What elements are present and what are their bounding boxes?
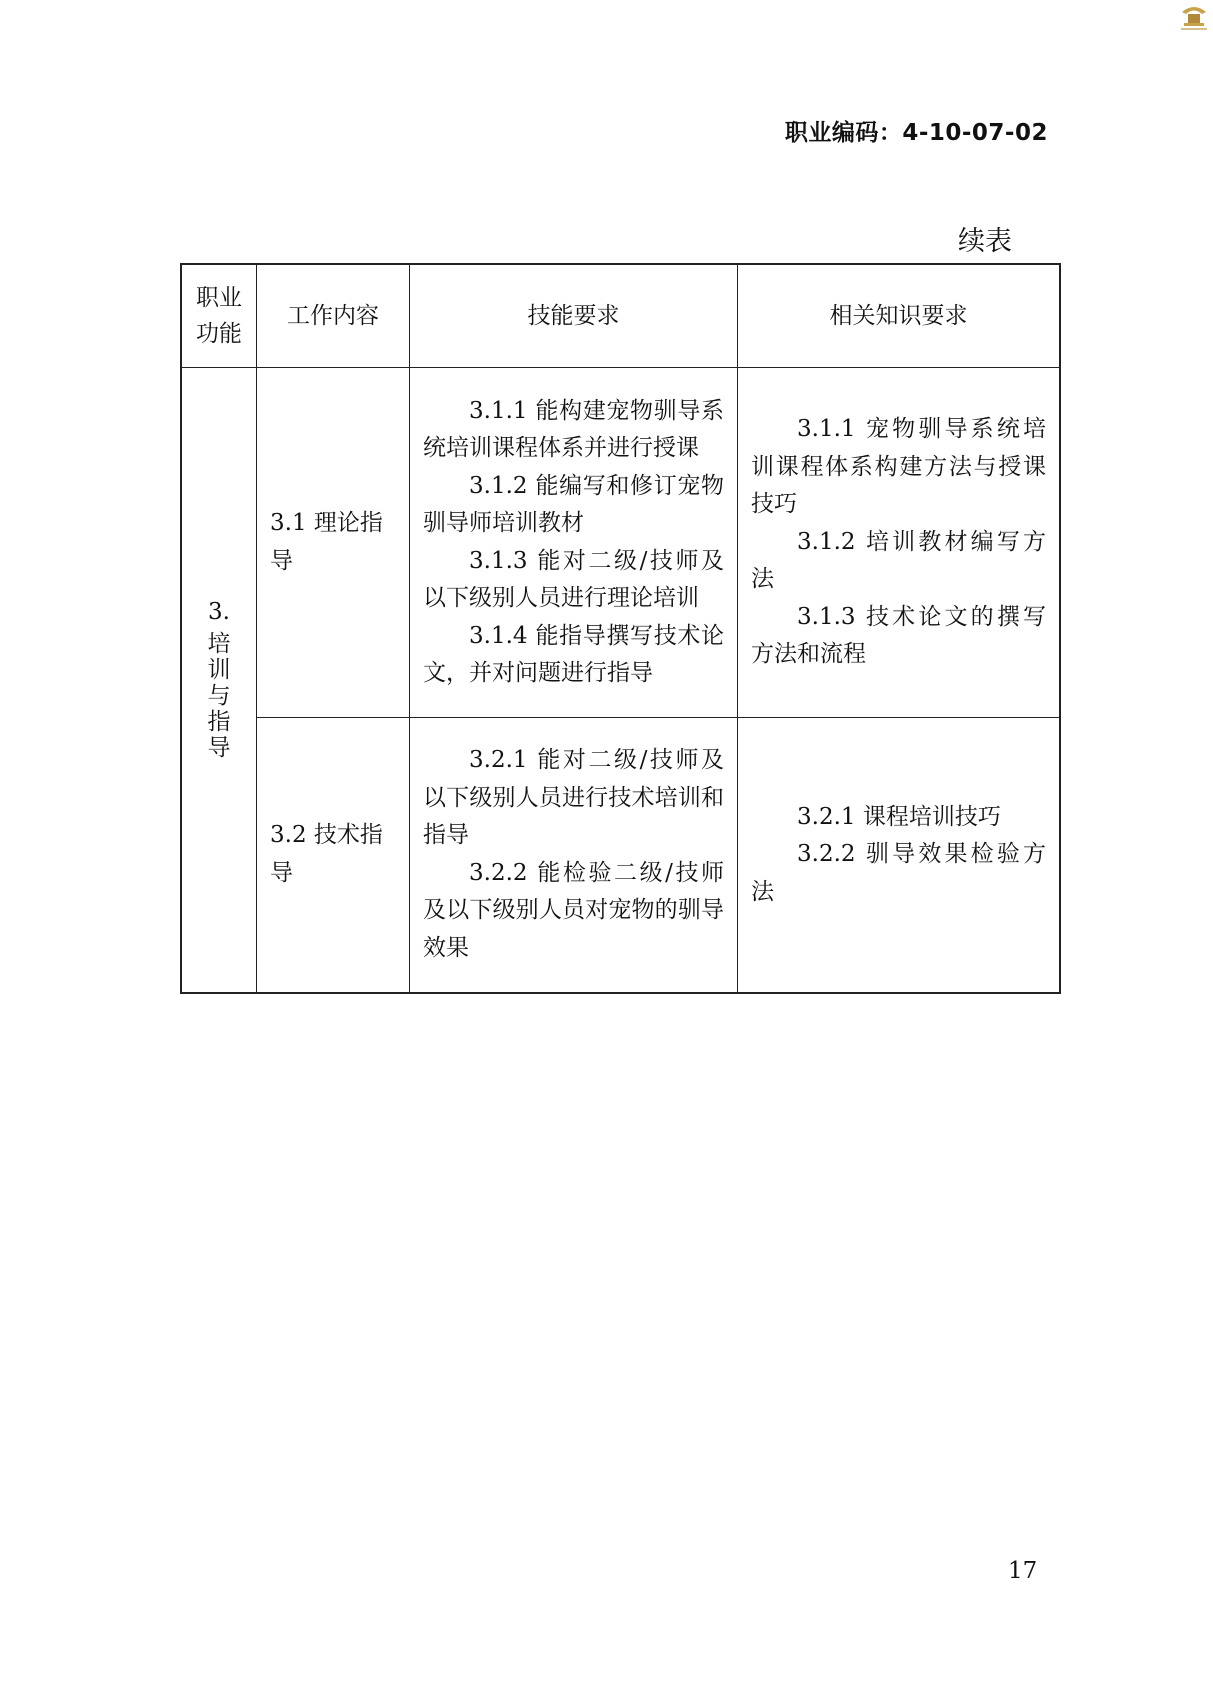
skill-item: 3.1.4 能指导撰写技术论文，并对问题进行指导 bbox=[423, 622, 724, 686]
table-row bbox=[181, 368, 1060, 718]
work-label: 3.2 技术指导 bbox=[270, 822, 383, 886]
skill-item: 3.2.2 能检验二级/技师及以下级别人员对宠物的驯导效果 bbox=[423, 859, 724, 961]
knowledge-item: 3.2.2 驯导效果检验方法 bbox=[751, 841, 1046, 905]
knowledge-item: 3.1.1 宠物驯导系统培训课程体系构建方法与授课技巧 bbox=[751, 416, 1046, 518]
work-label: 3.1 理论指导 bbox=[270, 510, 383, 574]
knowledge-item: 3.2.1 课程培训技巧 bbox=[797, 803, 1001, 830]
work-cell bbox=[257, 718, 410, 993]
skills-cell bbox=[410, 718, 738, 993]
knowledge-item: 3.1.2 培训教材编写方法 bbox=[751, 528, 1046, 593]
continued-label: 续表 bbox=[958, 226, 1012, 257]
function-cell bbox=[181, 368, 257, 993]
header-function: 职业 功能 bbox=[181, 264, 257, 368]
skill-item: 3.1.2 能编写和修订宠物驯导师培训教材 bbox=[423, 472, 724, 536]
knowledge-cell bbox=[738, 718, 1061, 993]
function-number: 3. bbox=[208, 598, 230, 625]
page-number: 17 bbox=[1008, 1558, 1038, 1584]
knowledge-cell bbox=[738, 368, 1061, 718]
skill-item: 3.1.3 能对二级/技师及以下级别人员进行理论培训 bbox=[423, 547, 724, 611]
header-skills: 技能要求 bbox=[410, 264, 738, 368]
skill-item: 3.1.1 能构建宠物驯导系统培训课程体系并进行授课 bbox=[423, 397, 724, 461]
publisher-logo-icon bbox=[1178, 2, 1210, 32]
skills-cell bbox=[410, 368, 738, 718]
work-cell bbox=[257, 368, 410, 718]
header-work: 工作内容 bbox=[257, 264, 410, 368]
skill-item: 3.2.1 能对二级/技师及以下级别人员进行技术培训和指导 bbox=[423, 747, 724, 849]
table-header-row bbox=[181, 264, 1060, 368]
table-row bbox=[181, 718, 1060, 993]
skills-table bbox=[180, 263, 1061, 994]
function-name: 培训与指导 bbox=[207, 630, 231, 761]
occupation-code: 职业编码：4-10-07-02 bbox=[784, 120, 1048, 146]
knowledge-item: 3.1.3 技术论文的撰写方法和流程 bbox=[751, 603, 1046, 668]
header-knowledge: 相关知识要求 bbox=[738, 264, 1061, 368]
